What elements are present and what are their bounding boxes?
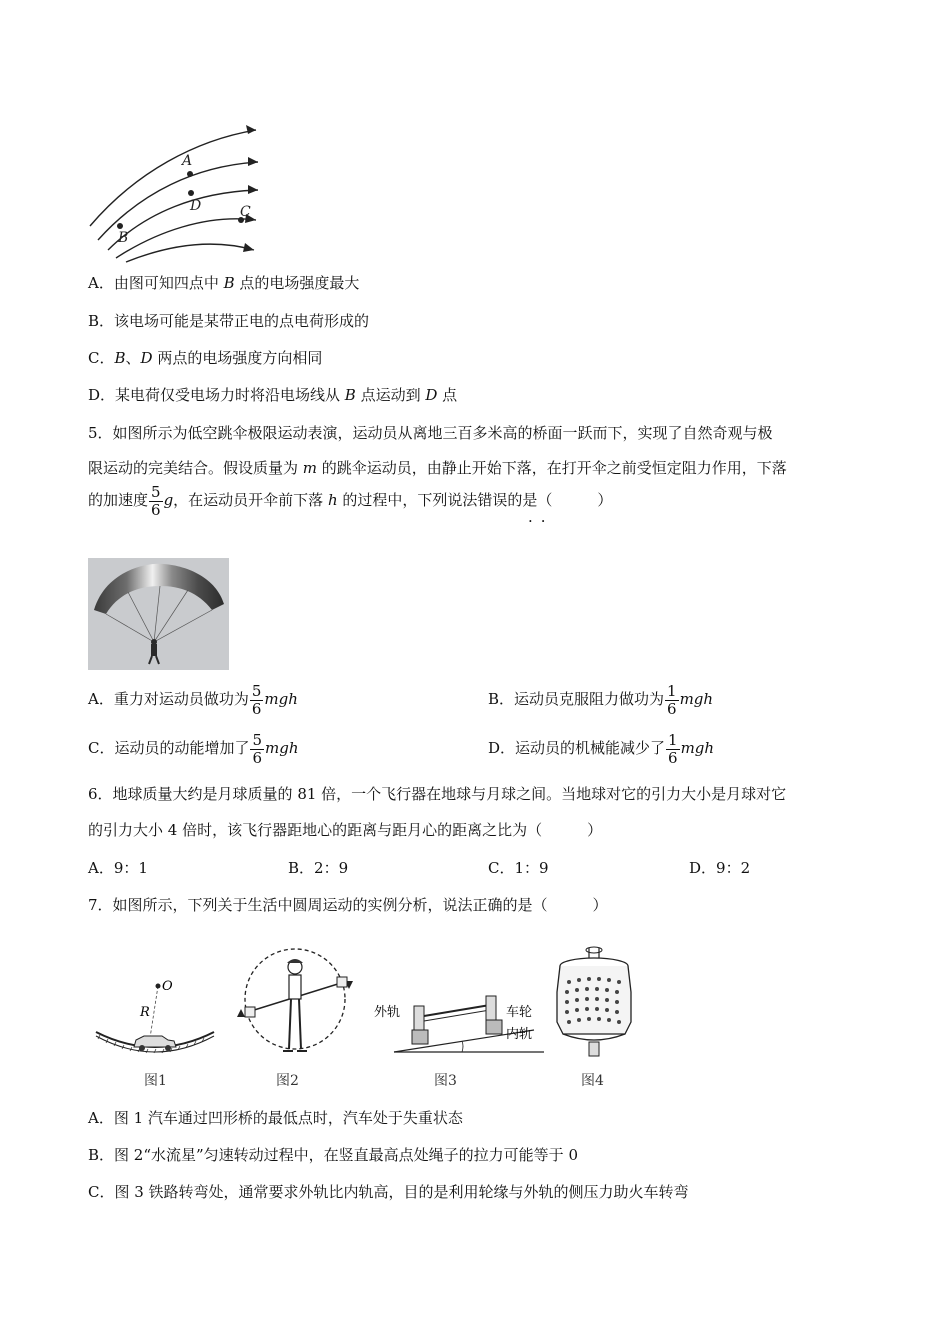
fraction: $\frac{5}{6}$ — [251, 681, 262, 718]
point-label-b: B — [118, 230, 129, 246]
center-label-o: O — [162, 979, 173, 994]
q6-option-a: A．9：1 — [88, 859, 148, 877]
q5-option-c: C．运动员的动能增加了 $\frac{5}{6}$ mgh — [88, 730, 299, 767]
q6-option-d: D．9：2 — [689, 859, 751, 877]
figure3-railway-curve — [374, 978, 544, 1060]
q7-option-b: B．图 2“水流星”匀速转动过程中，在竖直最高点处绳子的拉力可能等于 0 — [88, 1146, 578, 1164]
q7-stem: 7．如图所示，下列关于生活中圆周运动的实例分析，说法正确的是（ ） — [88, 896, 608, 914]
q5-option-d: D．运动员的机械能减少了 $\frac{1}{6}$ mgh — [488, 730, 715, 767]
q5-stem-line2: 限运动的完美结合。假设质量为 m 的跳伞运动员，由静止开始下落，在打开伞之前受恒定阻力作用，下落 — [88, 459, 787, 477]
q6-option-c: C．1：9 — [488, 859, 549, 877]
figure2-water-meteor — [237, 945, 355, 1063]
figure3-caption: 图3 — [434, 1073, 457, 1089]
point-label-d: D — [190, 198, 202, 214]
q4-option-d: D．某电荷仅受电场力时将沿电场线从 B 点运动到 D 点 — [88, 386, 458, 404]
q6-stem-line2: 的引力大小 4 倍时，该飞行器距地心的距离与距月心的距离之比为（ ） — [88, 821, 603, 839]
q4-option-b: B．该电场可能是某带正电的点电荷形成的 — [88, 312, 370, 330]
figure4-caption: 图4 — [581, 1073, 604, 1089]
q5-option-a: A．重力对运动员做功为 $\frac{5}{6}$ mgh — [88, 681, 298, 718]
q6-option-b: B．2：9 — [288, 859, 349, 877]
figure2-caption: 图2 — [276, 1073, 299, 1089]
figure1-concave-bridge — [94, 970, 216, 1062]
fraction: $\frac{5}{6}$ — [252, 730, 263, 767]
fraction: $\frac{5}{6}$ — [151, 482, 161, 519]
emphasis-dots: ·· — [528, 512, 554, 530]
q6-stem-line1: 6．地球质量大约是月球质量的 81 倍，一个飞行器在地球与月球之间。当地球对它的引力大小是月球对它 — [88, 785, 787, 803]
point-label-c: C — [240, 204, 251, 220]
q5-option-b: B．运动员克服阻力做功为 $\frac{1}{6}$ mgh — [488, 681, 714, 718]
wheel-label: 车轮 — [506, 1005, 533, 1020]
figure1-caption: 图1 — [144, 1073, 167, 1089]
q7-option-a: A．图 1 汽车通过凹形桥的最低点时，汽车处于失重状态 — [88, 1109, 463, 1127]
figure4-spin-dryer — [549, 942, 639, 1064]
radius-label-r: R — [140, 1005, 150, 1020]
outer-rail-label: 外轨 — [374, 1005, 401, 1020]
parachute-photo — [88, 558, 229, 670]
q4-option-a: A．由图可知四点中 B 点的电场强度最大 — [88, 274, 360, 292]
point-label-a: A — [182, 153, 193, 169]
q4-option-c: C．B、D 两点的电场强度方向相同 — [88, 349, 323, 367]
fraction: $\frac{1}{6}$ — [667, 681, 677, 718]
fraction: $\frac{1}{6}$ — [668, 730, 678, 767]
q7-option-c: C．图 3 铁路转弯处，通常要求外轨比内轨高，目的是利用轮缘与外轨的侧压力助火车转弯 — [88, 1183, 689, 1201]
q5-stem-line1: 5．如图所示为低空跳伞极限运动表演，运动员从离地三百多米高的桥面一跃而下，实现了自然奇观与极 — [88, 424, 773, 442]
inner-rail-label: 内轨 — [506, 1027, 533, 1042]
q5-stem-line3: 的加速度 $\frac{5}{6}$ g，在运动员开伞前下落 h 的过程中，下列说法错误的是（ ） — [88, 482, 613, 519]
electric-field-figure — [86, 122, 266, 264]
